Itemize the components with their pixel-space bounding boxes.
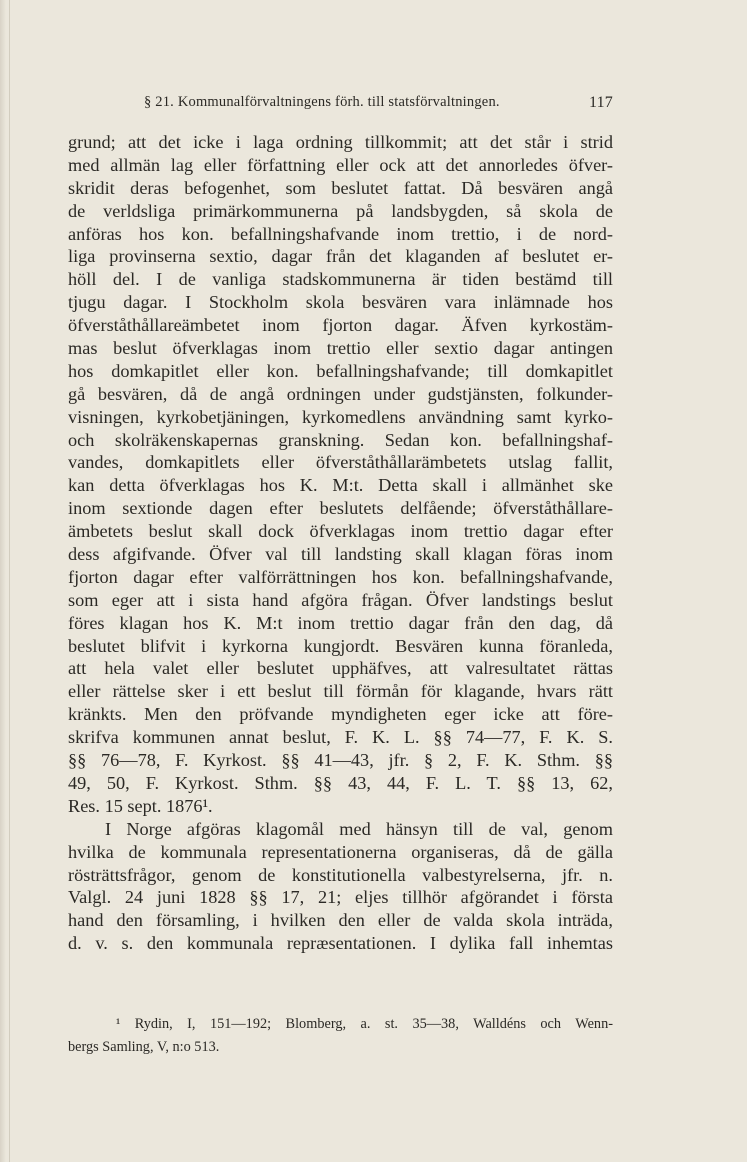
text-line: d. v. s. den kommunala repræsentationen. I dylika fall inhemtas [68, 933, 613, 954]
text-line: med allmän lag eller författning eller ock att det annorledes öfver- [68, 154, 613, 175]
text-line: kränkts. Men den pröfvande myndigheten eger icke att före- [68, 704, 613, 725]
footnote-line: ¹ Rydin, I, 151—192; Blomberg, a. st. 35—38, Walldéns och Wenn- [116, 1016, 613, 1032]
text-line: 49, 50, F. Kyrkost. Sthm. §§ 43, 44, F. L. T. §§ 13, 62, [68, 772, 613, 793]
running-header [68, 94, 613, 116]
page-number: 117 [588, 94, 613, 111]
text-line: kan detta öfverklagas hos K. M:t. Detta skall i allmänhet ske [68, 475, 613, 496]
text-line: höll del. I de vanliga stadskommunerna är tiden bestämd till [68, 269, 613, 290]
text-line: skridit deras befogenhet, som beslutet fattat. Då besvären angå [68, 177, 613, 198]
text-line: anföras hos kon. befallningshafvande inom trettio, i de nord- [68, 223, 613, 244]
text-line: ämbetets beslut skall dock öfverklagas inom trettio dagar efter [68, 521, 613, 542]
paragraph-start-line: I Norge afgöras klagomål med hänsyn till de val, genom [105, 818, 613, 839]
text-line: mas beslut öfverklagas inom trettio eller sextio dagar antingen [68, 338, 613, 359]
text-line: som eger att i sista hand afgöra frågan. Öfver landstings beslut [68, 589, 613, 610]
text-line: hand den församling, i hvilken den eller de valda skola inträda, [68, 910, 613, 931]
text-line: §§ 76—78, F. Kyrkost. §§ 41—43, jfr. § 2, F. K. Sthm. §§ [68, 750, 613, 771]
text-line: visningen, kyrkobetjäningen, kyrkomedlens användning samt kyrko- [68, 406, 613, 427]
text-line: rösträttsfrågor, genom de konstitutionella valbestyrelserna, jfr. n. [68, 864, 613, 885]
text-line: och skolräkenskapernas granskning. Sedan kon. befallningshaf- [68, 429, 613, 450]
text-line: hos domkapitlet eller kon. befallningshafvande; till domkapitlet [68, 360, 613, 381]
text-line: grund; att det icke i laga ordning tillkommit; att det står i strid [68, 132, 613, 152]
text-line: öfverståthållareämbetet inom fjorton dagar. Äfven kyrkostäm- [68, 315, 613, 336]
text-line: eller rättelse sker i ett beslut till förmån för klagande, hvars rätt [68, 681, 613, 702]
text-line: föres klagan hos K. M:t inom trettio dagar från den dag, då [68, 612, 613, 633]
text-line: liga provinserna sextio, dagar från det klaganden af beslutet er- [68, 246, 613, 267]
text-line: gå besvären, då de angå ordningen under gudstjänsten, folkunder- [68, 383, 613, 404]
section-title: § 21. Kommunalförvaltningens förh. till statsförvaltningen. [144, 94, 500, 110]
page-binding-shadow [0, 0, 6, 1162]
text-line: inom sextionde dagen efter beslutets delfående; öfverståthållare- [68, 498, 613, 519]
paragraph-end-line: Res. 15 sept. 1876¹. [68, 795, 213, 816]
text-line: skrifva kommunen annat beslut, F. K. L. §§ 74—77, F. K. S. [68, 727, 613, 748]
text-line: dess afgifvande. Öfver val till landsting skall klagan föras inom [68, 544, 613, 565]
footnotes [68, 1013, 613, 1058]
text-line: fjorton dagar efter valförrättningen hos kon. befallningshafvande, [68, 566, 613, 587]
text-line: tjugu dagar. I Stockholm skola besvären vara inlämnade hos [68, 292, 613, 313]
page-binding-line [9, 0, 10, 1162]
text-line: de verldsliga primärkommunerna på landsbygden, så skola de [68, 200, 613, 221]
text-line: Valgl. 24 juni 1828 §§ 17, 21; eljes tillhör afgörandet i första [68, 887, 613, 908]
text-line: vandes, domkapitlets eller öfverståthållarämbetets utslag fallit, [68, 452, 613, 473]
body-text [68, 131, 613, 955]
footnote-line: bergs Samling, V, n:o 513. [68, 1038, 220, 1055]
text-line: att hela valet eller beslutet upphäfves, att valresultatet rättas [68, 658, 613, 679]
text-line: hvilka de kommunala representationerna organiseras, då de gälla [68, 841, 613, 862]
text-line: beslutet blifvit i kyrkorna kungjordt. Besvären kunna föranleda, [68, 635, 613, 656]
